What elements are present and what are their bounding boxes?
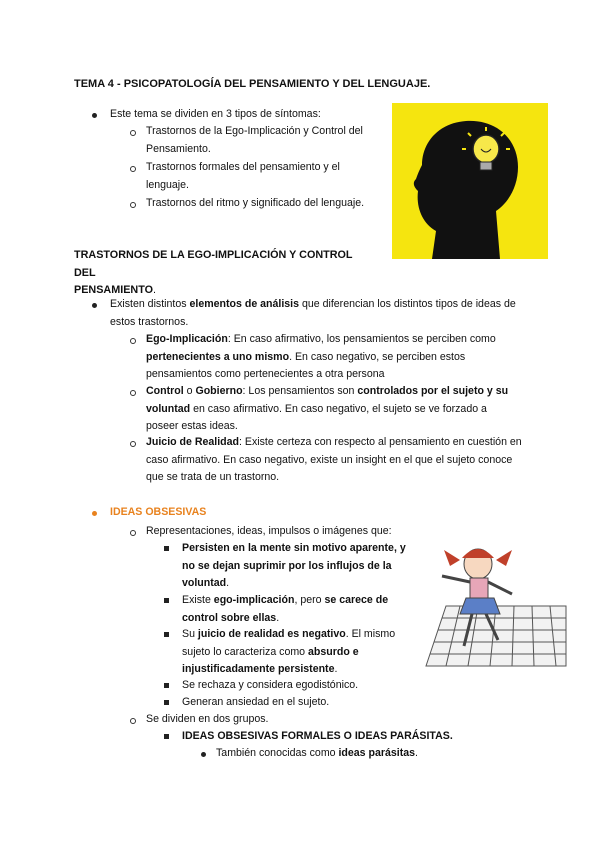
square-bullet: [164, 598, 169, 603]
obsesivas-point-1: Persisten en la mente sin motivo aparente, y no se dejan suprimir por los influjos de la voluntad.: [182, 542, 406, 589]
groups-text: Se dividen en dos grupos.: [146, 713, 269, 725]
circle-bullet: [130, 166, 136, 172]
representaciones-text: Representaciones, ideas, impulsos o imágenes que:: [146, 525, 392, 537]
section-heading-ego: TRASTORNOS DE LA EGO-IMPLICACIÓN Y CONTROL DEL PENSAMIENTO.: [74, 249, 353, 296]
obsesivas-point-2: Existe ego-implicación, pero se carece de control sobre ellas.: [182, 594, 389, 624]
juicio-realidad-item: Juicio de Realidad: Existe certeza con respecto al pensamiento en cuestión en caso afirmativo. En caso negativo, existe un insight en el que el sujeto conoce que se trata de un trastorno.: [146, 436, 522, 483]
girl-on-grid-illustration: [416, 536, 568, 670]
bullet-dot: [92, 303, 97, 308]
intro-item-3: Trastornos del ritmo y significado del lenguaje.: [146, 197, 365, 209]
square-bullet: [164, 546, 169, 551]
obsesivas-point-5: Generan ansiedad en el sujeto.: [182, 696, 330, 708]
obsesivas-point-4: Se rechaza y considera egodistónico.: [182, 679, 359, 691]
intro-item-2: Trastornos formales del pensamiento y el lenguaje.: [146, 161, 340, 191]
circle-bullet: [130, 718, 136, 724]
bullet-dot: [201, 752, 206, 757]
page-title: TEMA 4 - PSICOPATOLOGÍA DEL PENSAMIENTO Y DEL LENGUAJE.: [74, 78, 431, 90]
control-item: Control o Gobierno: Los pensamientos son controlados por el sujeto y su voluntad en caso afirmativo. En caso negativo, el sujeto se ve forzado a poseer estas ideas.: [146, 385, 509, 432]
head-lightbulb-image: [392, 103, 548, 259]
bullet-dot: [92, 113, 97, 118]
square-bullet: [164, 734, 169, 739]
intro-text: Este tema se dividen en 3 tipos de síntomas:: [110, 108, 321, 120]
ego-implicacion-item: Ego-Implicación: En caso afirmativo, los pensamientos se perciben como pertenecientes a uno mismo. En caso negativo, se perciben estos pensamientos como pertenecientes a otra persona: [146, 333, 496, 380]
girl-illustration: [416, 536, 568, 670]
group-1-heading: IDEAS OBSESIVAS FORMALES O IDEAS PARÁSITAS.: [182, 730, 453, 742]
circle-bullet: [130, 202, 136, 208]
analysis-elements-text: Existen distintos elementos de análisis que diferencian los distintos tipos de ideas de estos trastornos.: [110, 298, 516, 328]
circle-bullet: [130, 530, 136, 536]
square-bullet: [164, 700, 169, 705]
circle-bullet: [130, 130, 136, 136]
bullet-dot: [92, 511, 97, 516]
head-silhouette-lightbulb-icon: [392, 103, 548, 259]
square-bullet: [164, 683, 169, 688]
section-heading-ideas-obsesivas: IDEAS OBSESIVAS: [110, 506, 207, 518]
circle-bullet: [130, 338, 136, 344]
circle-bullet: [130, 390, 136, 396]
group-1-subtext: También conocidas como ideas parásitas.: [216, 747, 418, 759]
circle-bullet: [130, 441, 136, 447]
square-bullet: [164, 632, 169, 637]
obsesivas-point-3: Su juicio de realidad es negativo. El mismo sujeto lo caracteriza como absurdo e injustificadamente persistente.: [182, 628, 396, 675]
intro-item-1: Trastornos de la Ego-Implicación y Control del Pensamiento.: [146, 125, 363, 155]
